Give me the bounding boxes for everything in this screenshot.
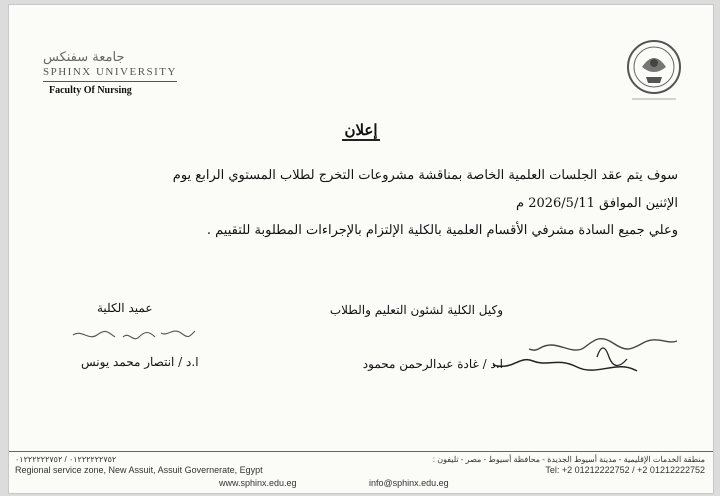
- footer-email[interactable]: info@sphinx.edu.eg: [369, 478, 449, 488]
- dean-signature-icon: [69, 321, 199, 347]
- announcement-line-1: سوف يتم عقد الجلسات العلمية الخاصة بمناقشة مشروعات التخرج لطلاب المستوي الرابع يوم: [172, 168, 678, 183]
- faculty-logo-icon: [620, 37, 688, 105]
- vice-dean-signature-icon: [477, 327, 687, 379]
- footer-phones-english: Tel: +2 01212222752 / +2 01212222752: [545, 465, 705, 475]
- footer-address-english: Regional service zone, New Assuit, Assuit Governerate, Egypt: [15, 465, 263, 475]
- letter-page: [8, 4, 714, 494]
- announcement-line-2: الإثنين الموافق 2026/5/11 م: [516, 196, 678, 211]
- dean-name: ا.د / انتصار محمد يونس: [81, 355, 199, 369]
- vice-dean-title: وكيل الكلية لشئون التعليم والطلاب: [329, 303, 503, 317]
- announcement-line-3: وعلي جميع السادة مشرفي الأقسام العلمية بالكلية الإلتزام بالإجراءات المطلوبة للتقييم .: [206, 223, 678, 238]
- announcement-title: [9, 121, 713, 139]
- dean-title: عميد الكلية: [97, 301, 153, 315]
- vice-dean-name: ا.د / غادة عبدالرحمن محمود: [362, 357, 503, 371]
- letter-footer: [9, 451, 713, 494]
- announcement-title-text: إعلان: [344, 121, 378, 139]
- footer-website[interactable]: www.sphinx.edu.eg: [219, 478, 297, 488]
- university-name-english: SPHINX UNIVERSITY: [43, 66, 177, 78]
- faculty-name: Faculty Of Nursing: [43, 81, 177, 100]
- university-name-arabic: جامعة سفنكس: [43, 50, 125, 65]
- footer-address-arabic: منطقة الخدمات الإقليمية - مدينة أسيوط الجديدة - محافظة أسيوط - مصر - تليفون :: [432, 455, 705, 464]
- footer-address-arabic-row: [15, 455, 705, 464]
- footer-phones-arabic: ٠١٢٢٢٢٢٢٧٥٢ / ٠١٢٢٢٢٢٢٧٥٢: [15, 455, 117, 464]
- university-brand: [43, 51, 193, 78]
